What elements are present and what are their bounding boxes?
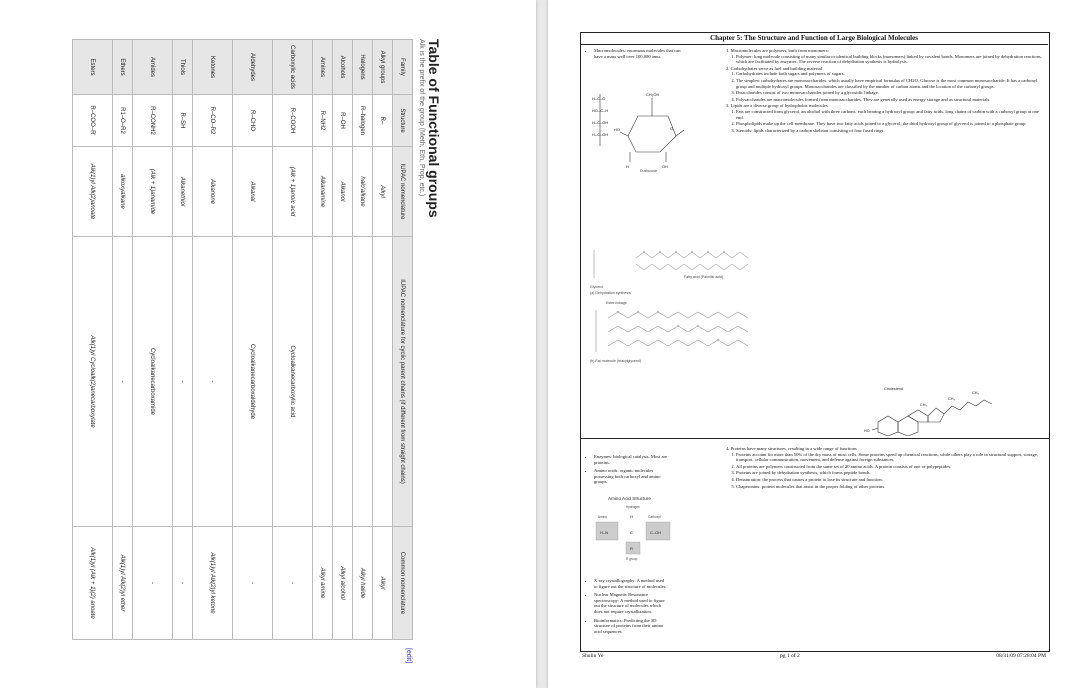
svg-text:R: R <box>630 546 633 551</box>
cell-cyclic <box>313 237 333 527</box>
cell-cyclic <box>333 237 353 527</box>
cell-common: - <box>173 527 193 640</box>
cell-structure: R–CHO <box>233 95 273 147</box>
list-item: 2. All proteins are polymers constructed from the same set of 20 amino acids. A protein consists of one or polypeptides. <box>736 464 1042 470</box>
section-heading: Carbohydrates serve as fuel and building material <box>730 65 822 71</box>
svg-text:H–C–OH: H–C–OH <box>592 132 609 137</box>
list-item: 3. Steroids: lipids characterized by a carbon skeleton consisting of four fused rings. <box>736 128 1042 134</box>
r-group-label: R group <box>626 557 638 561</box>
main-outline-bottom <box>726 446 1042 490</box>
amino-label: Amino <box>598 515 608 519</box>
functional-groups-page <box>0 0 536 688</box>
protein-bullets-top <box>584 454 668 488</box>
cell-common: Alkyl alcohol <box>333 527 353 640</box>
table-row <box>353 40 373 640</box>
section-heading: Lipids are a diverse group of hydrophobic molecules <box>730 103 828 109</box>
list-item: • Enzymes: biological catalysts. Most are proteins. <box>594 454 668 465</box>
table-title: Table of Functional groups <box>426 39 442 218</box>
cell-common: - <box>273 527 313 640</box>
cell-family: Alkyl groups <box>373 40 393 95</box>
cell-family: Ketones <box>193 40 233 95</box>
fat-molecule-caption: (b) Fat molecule (triacylglycerol) <box>590 359 642 363</box>
cell-structure: R–CONH2 <box>133 95 173 147</box>
cell-family: Ethers <box>113 40 133 95</box>
cell-iupac: Alkanethiol <box>173 147 193 237</box>
cell-structure: R–COOH <box>273 95 313 147</box>
header-iupac: IUPAC nomenclature <box>393 147 413 237</box>
list-item: 3. Disaccharides consist of two monosaccharides joined by a glycosidic linkage. <box>736 90 1042 96</box>
cell-family: Thiols <box>173 40 193 95</box>
list-item: 3. Proteins are joined by dehydration synthesis, which forms peptide bonds. <box>736 470 1042 476</box>
cell-common: Alk(1)yl Alk(2)yl ether <box>113 527 133 640</box>
fatty-acid-label: Fatty acid (Palmitic acid) <box>684 275 724 279</box>
cell-family: Aldehydes <box>233 40 273 95</box>
cell-family: Carboxylic acids <box>273 40 313 95</box>
hydrogen-label: Hydrogen <box>626 505 640 509</box>
chapter-title: Chapter 5: The Structure and Function of Large Biological Molecules <box>580 32 1048 45</box>
list-item: 1. Carbohydrates include both sugars and polymers of sugars. <box>736 71 1042 77</box>
cell-common: Alk(1)yl (Alk + 1)(2) anoate <box>73 527 113 640</box>
edit-link[interactable]: [edit] <box>405 648 412 664</box>
cell-structure: R1–O–R2 <box>113 95 133 147</box>
list-item: • Macromolecules: enormous molecules that can have a mass well over 100,000 amu. <box>594 48 684 59</box>
cell-iupac: halo'alkane <box>353 147 373 237</box>
cell-cyclic: Alk(1)yl Cycloalk(2)anecarboxylate <box>73 237 113 527</box>
cell-cyclic: Cycloalkanecarboxylic acid <box>273 237 313 527</box>
svg-text:H–N: H–N <box>600 530 609 535</box>
svg-text:O: O <box>670 126 674 131</box>
glycerol-label: Glycerol <box>590 285 604 289</box>
cell-structure: R–OH <box>333 95 353 147</box>
list-item: • Nuclear Magnetic Resonance spectroscopy: A method used to figure out the structure of molecules which does not require crystallization. <box>594 592 668 614</box>
footer-timestamp: 08/31/09 07:28:04 PM <box>996 653 1046 659</box>
header-common: Common nomenclature <box>393 527 413 640</box>
cell-structure: R–halogen <box>353 95 373 147</box>
table-row <box>313 40 333 640</box>
amino-acid-structure-figure <box>590 492 680 570</box>
cell-structure: R–NH2 <box>313 95 333 147</box>
svg-text:C–OH: C–OH <box>650 530 662 535</box>
cell-cyclic <box>373 237 393 527</box>
cell-common: Alkyl amine <box>313 527 333 640</box>
glucose-structure-figure <box>590 86 690 172</box>
footer-page-number: pg 1 of 2 <box>780 653 800 659</box>
table-row <box>233 40 273 640</box>
list-item: • Amino acids: organic molecules possessing both carboxyl and amino groups. <box>594 468 668 485</box>
table-row <box>133 40 173 640</box>
dehydration-caption: (a) Dehydration synthesis <box>590 291 631 295</box>
rotated-table-content <box>89 39 442 669</box>
list-item: 1. Fats are constructed from glycerol, an alcohol with three carbons, each bearing a hydroxyl group; and fatty acids, long chains of carbon with a carboxyl group at one end. <box>736 109 1042 120</box>
outline-section: 1. Macromolecules are polymers, built from monomers: 1. Polymer: long molecule consisting of many similar or identical building blocks (monomers) linked by covalent bonds. Monomers are joined by dehydration reactions, which are facilitated by enzymes. The reverse reaction of dehydration synthesis is hydrolysis. <box>726 48 1042 65</box>
list-item: 4. Polysaccharides are macromolecules formed from monosaccharides. They are generally used as energy storage and as structural materials. <box>736 97 1042 103</box>
cell-iupac: Alkanamine <box>313 147 333 237</box>
table-subtitle: Alk is the prefix of the group (Meth, Eth, Prop, etc.) <box>418 39 425 197</box>
fat-synthesis-figure <box>588 240 758 380</box>
cell-family: Amines <box>313 40 333 95</box>
svg-text:CH₂OH: CH₂OH <box>646 92 660 97</box>
carboxyl-label: Carboxyl <box>648 515 661 519</box>
list-item: 1. Polymer: long molecule consisting of many similar or identical building blocks (monomers) linked by covalent bonds. Monomers are joined by dehydration reactions, which are facilitated by enzymes. The reverse reaction of dehydration synthesis is hydrolysis. <box>736 54 1042 65</box>
table-row <box>73 40 113 640</box>
table-row <box>113 40 133 640</box>
macromolecule-bullets <box>584 48 684 62</box>
cholesterol-label: Cholesterol <box>884 387 904 391</box>
svg-text:CH₃: CH₃ <box>972 391 980 395</box>
svg-text:OH: OH <box>662 164 668 169</box>
cell-common: - <box>233 527 273 640</box>
list-item: 2. Phospholipids make up the cell membrane. They have two fatty acids joined to a glycerol; the third hydroxyl group of glycerol is joined to a phosphate group. <box>736 121 1042 127</box>
svg-text:CH₃: CH₃ <box>948 397 956 401</box>
cell-common: Alkyl <box>373 527 393 640</box>
svg-text:H–C–OH: H–C–OH <box>592 120 609 125</box>
cell-iupac: (Alk + 1)anoic acid <box>273 147 313 237</box>
list-item: • Bioinformatics: Predicting the 3D structure of proteins from their amino acid sequences. <box>594 618 668 635</box>
protein-bullets-bottom <box>584 578 668 637</box>
outline-section: 3. Lipids are a diverse group of hydrophobic molecules 1. Fats are constructed from glycerol, an alcohol with three carbons, each bearing a hydroxyl group; and fatty acids, long chains of carbon with a carboxyl group at one end. 2. Phospholipids make up the cell membrane. They have two fatty acids joined to a glycerol; the third hydroxyl group of glycerol is joined to a phosphate group. 3. Steroids: lipids characterized by a carbon skeleton consisting of four fused rings. <box>726 103 1042 133</box>
cell-iupac: Alkanone <box>193 147 233 237</box>
cell-cyclic: Cycloalkanecarboxaldehyde <box>233 237 273 527</box>
svg-text:H–C–O: H–C–O <box>592 96 606 101</box>
cell-cyclic: - <box>113 237 133 527</box>
list-item: 4. Denaturation: the process that causes a protein to lose its structure and function. <box>736 477 1042 483</box>
table-row <box>173 40 193 640</box>
functional-groups-table <box>72 39 413 640</box>
section-heading: Macromolecules are polymers, built from monomers: <box>730 48 829 53</box>
cell-cyclic <box>353 237 373 527</box>
section-divider <box>580 438 1049 439</box>
list-item: 5. Chaperonins: protein molecules that assist in the proper folding of other proteins. <box>736 484 1042 490</box>
cell-iupac: (Alk + 1)anamide <box>133 147 173 237</box>
svg-text:HO: HO <box>614 127 620 132</box>
footer-author: Shulin Ye <box>582 653 604 659</box>
cell-structure: R– <box>373 95 393 147</box>
cell-cyclic: - <box>193 237 233 527</box>
table-row <box>333 40 353 640</box>
cell-iupac: Alkanal <box>233 147 273 237</box>
svg-text:CH₃: CH₃ <box>920 403 928 407</box>
cell-common: - <box>133 527 173 640</box>
outline-section: 4. Proteins have many structures, resulting in a wide range of functions 1. Proteins account for more than 50% of the dry mass of most cells. Some proteins speed up chemical reactions, while others play a role in structural support, storage, transport, cellular communication, movement, and defense against foreign substances. 2. All proteins are polymers constructed from the same set of 20 amino acids. A protein consists of one or polypeptides. 3. Proteins are joined by dehydration synthesis, which forms peptide bonds. 4. Denaturation: the process that causes a protein to lose its structure and function. 5. Chaperonins: protein molecules that assist in the proper folding of other proteins. <box>726 446 1042 489</box>
cell-common: Alk(1)yl Alk(2)yl ketone <box>193 527 233 640</box>
cell-family: Esters <box>73 40 113 95</box>
svg-text:C: C <box>630 530 633 535</box>
cell-iupac: alkoxyalkane <box>113 147 133 237</box>
cell-structure: R–SH <box>173 95 193 147</box>
cell-common: Alkyl halide <box>353 527 373 640</box>
cell-structure: R–COO–R' <box>73 95 113 147</box>
cell-family: Alcohols <box>333 40 353 95</box>
table-row <box>373 40 393 640</box>
table-header-row <box>393 40 413 640</box>
section-heading: Proteins have many structures, resulting in a wide range of functions <box>730 446 857 451</box>
svg-text:H: H <box>626 164 629 169</box>
table-row <box>273 40 313 640</box>
list-item: 1. Proteins account for more than 50% of the dry mass of most cells. Some proteins speed up chemical reactions, while others play a role in structural support, storage, transport, cellular communication, movement, and defense against foreign substances. <box>736 452 1042 463</box>
cell-iupac: Alkyl <box>373 147 393 237</box>
header-structure: Structure <box>393 95 413 147</box>
outline-section: 2. Carbohydrates serve as fuel and building material 1. Carbohydrates include both sugars and polymers of sugars. 2. The simplest carbohydrates are monosaccharides, which usually have empirical formulas of CH2O. Glucose is the most common monosaccharide. It has a carbonyl group and multiple hydroxyl groups. Monosaccharides are classified by the number of carbon atoms and the location of the carbonyl groups. 3. Disaccharides consist of two monosaccharides joined by a glycosidic linkage. 4. Polysaccharides are macromolecules formed from monosaccharides. They are generally used as energy storage and as structural materials. <box>726 66 1042 103</box>
list-item: 2. The simplest carbohydrates are monosaccharides, which usually have empirical formulas of CH2O. Glucose is the most common monosaccharide. It has a carbonyl group and multiple hydroxyl groups. Monosaccharides are classified by the number of carbon atoms and the location of the carbonyl groups. <box>736 78 1042 89</box>
list-item: • X-ray crystallography: A method used to figure out the structure of molecules. <box>594 578 668 589</box>
cell-family: Halogens <box>353 40 373 95</box>
header-family: Family <box>393 40 413 95</box>
cell-structure: R–CO–R2 <box>193 95 233 147</box>
svg-text:H: H <box>630 514 633 519</box>
biology-notes-page <box>548 0 1080 688</box>
glucose-label: D-glucose <box>640 169 658 172</box>
svg-text:HO–C–H: HO–C–H <box>592 108 609 113</box>
cell-family: Amides <box>133 40 173 95</box>
cell-cyclic: - <box>173 237 193 527</box>
table-row <box>193 40 233 640</box>
cell-iupac: Alk(1)yl Alk(2)anoate <box>73 147 113 237</box>
header-cyclic: IUPAC nomenclature for cyclic parent chains (if different from straight chains) <box>393 237 413 527</box>
cell-cyclic: Cycloalkanecarboxamide <box>133 237 173 527</box>
ester-linkage-label: Ester linkage <box>606 301 627 305</box>
cholesterol-figure <box>848 372 1008 436</box>
main-outline-top <box>726 48 1042 134</box>
svg-text:HO: HO <box>864 429 870 433</box>
amino-acid-title: Amino Acid Structure <box>608 496 651 501</box>
cell-iupac: Alkanol <box>333 147 353 237</box>
